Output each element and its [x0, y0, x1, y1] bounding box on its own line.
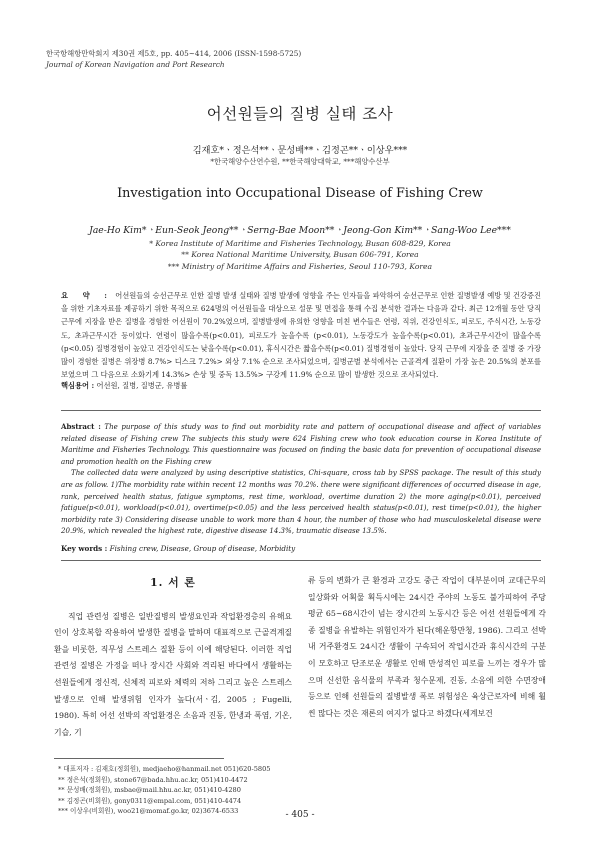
abstract-en-label: Abstract : [61, 422, 101, 431]
footnote: *** 이상우(비회원), woo21@momaf.go.kr, 02)3674-6533 [58, 807, 239, 816]
authors-ko: 김재호*ㆍ정은석**ㆍ문성배**ㆍ김정곤**ㆍ이상우*** [192, 145, 408, 156]
footnote: * 대표저자 : 김재호(정회원), medjaeho@hanmail.net 051)620-5805 [58, 765, 271, 773]
body-paragraph: 류 등의 변화가 큰 환경과 고강도 중근 작업이 대부분이며 교대근무의 일상화와 어획물 획득시에는 24시간 주야의 노동도 불가피하여 주당평균 65~68시간이 넘는 장시간의 노동시간 등은 어선 선원들에게 각종 질병을 유발하는 위험인자가 된다(해운항만청, 1986). 그리고 선박 내 거주환경도 24시간 생활이 구속되어 작업시간과 휴식시간의 구분이 모호하고 단조로운 생활로 인해 만성적인 피로를 느끼는 경우가 많으며 신선한 음식물의 부족과 청수문제, 진동, 소음에 의한 수면장애 등으로 인해 선원들의 질병발생 폭로 위험성은 육상근로자에 비해 훨씬 많다는 것은 재론의 여지가 없다고 하겠다(세계보건 [308, 576, 546, 718]
paper-title-en: Investigation into Occupational Disease of Fishing Crew [117, 186, 483, 201]
abstract-ko-label: 요 약 : [61, 291, 113, 300]
footnote-divider [54, 758, 224, 759]
footnote: ** 김정곤(비회원), gony0311@empal.com, 051)410-4474 [58, 796, 242, 805]
abstract-en-para2: The collected data were analyzed by using descriptive statistics, Chi-square, cross tab by SPSS package. The result of this study are as follow. 1)The morbidity rate within recent 12 months was 70.2%. there were significant differences of occurred disease in age, rank, perceived health status, fatigue symptoms, rest time, workload, overtime duration 2) the more aging(p<0.01), perceived fatigue(p<0.01), workload(p<0.01), overtime(p<0.05) and the less perceived health status(p<0.01), rest time(p<0.01), the higher morbidity rate 3) Considering disease unable to work more than 4 hour, the number of those who had musculoskeletal disease were 20.9%, which revealed the highest rate, digestive disease 14.3%, traumatic disease 13.5%. [61, 468, 541, 536]
affiliation-en-line: * Korea Institute of Maritime and Fisheries Technology, Busan 608-829, Korea [149, 239, 451, 248]
footnote: ** 정은석(정회원), stone67@bada.hhu.ac.kr, 051)410-4472 [58, 775, 248, 784]
abstract-en [61, 421, 541, 537]
abstract-ko-text: 어선원들의 승선근무로 인한 질병 발생 실태와 질병 발생에 영향을 주는 인자들을 파악하여 승선근무로 인한 질병발생 예방 및 건강증진을 위한 기초자료를 제공하기 위한 목적으로 624명의 어선원들을 대상으로 설문 및 면접을 통해 수집 분석한 결과는 다음과 같다. 최근 12개월 동안 당직근무에 지장을 받은 질병을 경험한 어선원이 70.2%였으며, 질병발생에 유의한 영향을 미친 변수들은 연령, 직위, 건강인식도, 피로도, 주식시간, 노동강도, 초과근무시간 등이었다. 연령이 많을수록(p<0.01), 피로도가 높을수록 (p<0.01), 노동강도가 높을수록(p<0.01), 초과근무시간이 많을수록(p<0.05) 질병경험이 높았고 건강인식도는 낮을수록(p<0.01), 휴식시간은 짧을수록(p<0.01) 질병경험이 높았다. 당직 근무에 지장을 준 질병 중 가장 많이 경험한 질병은 위장병 8.7%> 디스크 7.2%> 외상 7.1% 순으로 조사되었으며, 질병군별 분석에서는 근골격계 질환이 가장 높은 20.5%의 분포를 보였으며 그 다음으로 소화기계 14.3%> 손상 및 중독 13.5%> 구강계 11.9% 순으로 많이 발생한 것으로 조사되었다. [61, 291, 541, 380]
keywords-en-label: Key words : [61, 544, 108, 553]
abstract-en-para1: The purpose of this study was to find out morbidity rate and pattern of occupational disease and affect of variables related disease of Fishing crew The subjects this study were 624 Fishing crew who took education course in Korea Institute of Maritime and Fisheries Technology. This questionnaire was focused on finding the basic data for prevention of occupational disease and promotion health on the Fishing crew [61, 422, 541, 466]
keywords-ko [61, 379, 541, 392]
affiliations-ko: *한국해양수산연수원, **한국해양대학교, ***해양수산부 [210, 157, 390, 166]
body-column-right [308, 573, 546, 722]
abstract-ko [61, 289, 541, 381]
affiliations-en [0, 238, 600, 272]
divider [61, 560, 541, 561]
journal-name-en: Journal of Korean Navigation and Port Research [46, 59, 225, 69]
authors-en: Jae-Ho Kim*ㆍEun-Seok Jeong**ㆍSerng-Bae Moon**ㆍJeong-Gon Kim**ㆍSang-Woo Lee*** [89, 225, 511, 236]
keywords-ko-text: 어선원, 질병, 질병군, 유병률 [96, 381, 188, 390]
affiliation-en-line: *** Ministry of Maritime Affairs and Fisheries, Seoul 110-793, Korea [167, 261, 433, 271]
affiliation-en-line: ** Korea National Maritime University, Busan 606-791, Korea [181, 250, 419, 260]
divider [61, 410, 541, 411]
paper-title-ko: 어선원들의 질병 실태 조사 [206, 105, 394, 123]
keywords-en [61, 542, 541, 555]
footnote: ** 문성배(정회원), msbae@mail.hhu.ac.kr, 051)410-4280 [58, 786, 241, 795]
keywords-ko-label: 핵심용어 : [61, 381, 95, 390]
body-paragraph: 직업 관련성 질병은 일반질병의 발생요인과 작업환경층의 유해요인이 상호복합 작용하여 발생한 질병을 말하며 대표적으로 근골격계질환을 비롯한, 직무성 스트레스 질환 등이 이에 해당된다. 이러한 직업 관련성 질병은 가정을 떠나 장시간 사회와 격리된 바다에서 생활하는 선원들에게 정신적, 신체적 피로와 체력의 저하 그리고 높은 스트레스 발생으로 인해 발생위험 인자가 높다(서ㆍ김, 2005 ; Fugelli, 1980). 특히 어선 선박의 작업환경은 소음과 진동, 한냉과 폭염, 기온, 기습, 기 [54, 611, 292, 737]
page-number: - 405 - [285, 810, 315, 820]
journal-header [46, 49, 301, 70]
body-column-left [54, 573, 292, 741]
journal-info-ko: 한국항해항만학회지 제30권 제5호, pp. 405~414, 2006 (ISSN-1598-5725) [46, 49, 302, 58]
section-heading: 1. 서 론 [150, 576, 196, 589]
keywords-en-text: Fishing crew, Disease, Group of disease, Morbidity [109, 544, 296, 553]
